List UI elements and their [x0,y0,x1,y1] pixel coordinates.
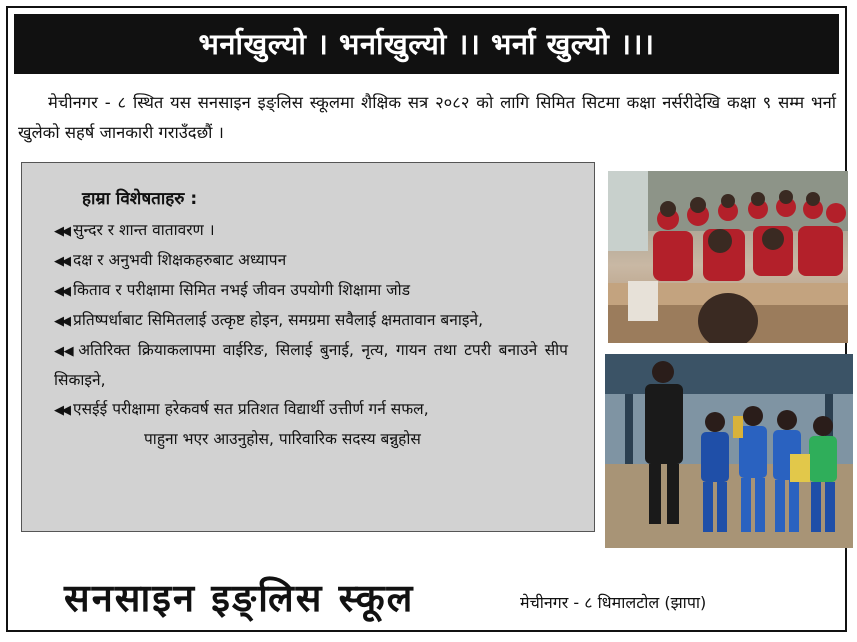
feature-item-3: ◀◀ किताव र परीक्षामा सिमित नभई जीवन उपयोगी शिक्षामा जोड [54,281,410,299]
double-arrow-icon: ◀◀ [54,254,68,269]
award-ceremony-photo [605,354,853,548]
double-arrow-icon: ◀◀ [54,344,74,359]
features-title: हाम्रा विशेषताहरु : [82,189,198,209]
award-illustration [605,354,853,548]
closing-line: पाहुना भएर आउनुहोस, पारिवारिक सदस्य बन्नुहोस [144,430,421,448]
feature-item-6: ◀◀ एसईई परीक्षामा हरेकवर्ष सत प्रतिशत विद्यार्थी उत्तीर्ण गर्न सफल, [54,400,429,418]
school-address: मेचीनगर - ८ धिमालटोल (झापा) [520,593,707,612]
school-name: सनसाइन इङ्लिस स्कूल [64,576,415,620]
classroom-illustration [608,171,848,343]
feature-item-1: ◀◀ सुन्दर र शान्त वातावरण । [54,221,215,239]
double-arrow-icon: ◀◀ [54,403,68,418]
banner-text: भर्नाखुल्यो । भर्नाखुल्यो ।। भर्ना खुल्यो ।।। [198,27,655,61]
features-box [21,162,595,532]
admission-notice [6,6,847,632]
double-arrow-icon: ◀◀ [54,224,68,239]
admission-open-banner [14,14,839,74]
feature-item-4: ◀◀ प्रतिष्पर्धाबाट सिमितलाई उत्कृष्ट होइन, समग्रमा सवैलाई क्षमतावान बनाइने, [54,311,484,329]
double-arrow-icon: ◀◀ [54,314,68,329]
feature-item-2: ◀◀ दक्ष र अनुभवी शिक्षकहरुबाट अध्यापन [54,251,287,269]
intro-paragraph: मेचीनगर - ८ स्थित यस सनसाइन इङ्लिस स्कूलमा शैक्षिक सत्र २०८२ को लागि सिमित सिटमा कक्षा नर्सरीदेखि कक्षा ९ सम्म भर्ना खुलेको सहर्ष जानकारी गराउँदछौं । [18,93,836,142]
double-arrow-icon: ◀◀ [54,284,68,299]
classroom-photo [608,171,848,343]
feature-item-5: ◀◀ अतिरिक्त क्रियाकलापमा वाईरिङ, सिलाई बुनाई, नृत्य, गायन तथा टपरी बनाउने सीप सिकाइने, [54,341,568,389]
